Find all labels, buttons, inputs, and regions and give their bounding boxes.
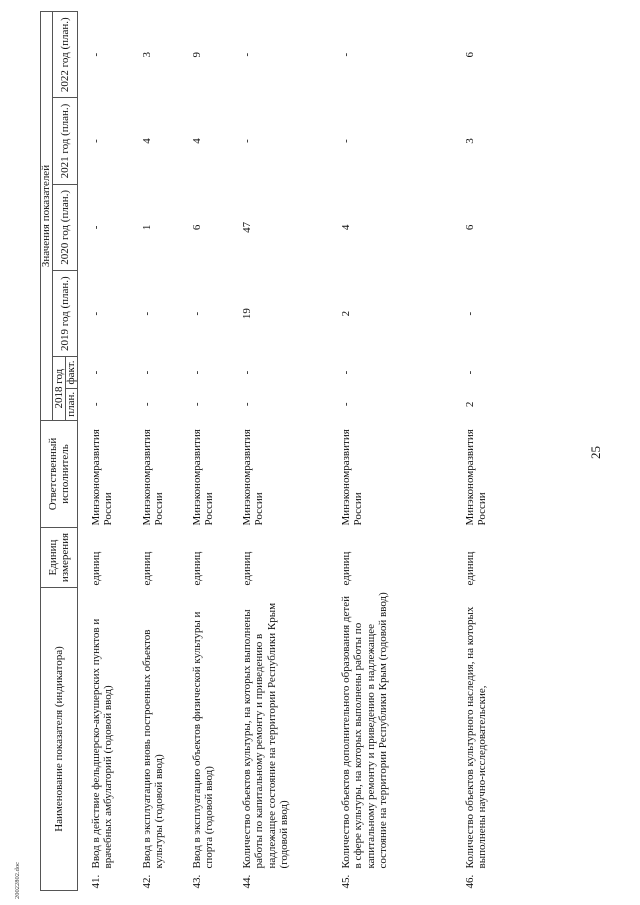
value-2021: - [90,139,102,143]
value-2022: 9 [191,51,203,58]
value-2019: - [90,311,102,316]
row-number: 42. [141,874,153,889]
value-2021: - [241,139,253,143]
row-number: 45. [340,874,352,889]
value-2018-fact: - [241,370,253,375]
row-number: 46. [464,874,476,889]
name-column-cell [340,588,464,891]
footer-filename: 20022802.doc [14,861,21,899]
header-year-2021: 2021 год (план.) [53,98,78,184]
header-year-2022: 2022 год (план.) [53,12,78,98]
header-2018-plan: план. [66,388,78,420]
page-number: 25 [588,446,603,459]
indicator-name: Количество объектов культурного наследия, на которых выполнены научно-исследовательские, [464,606,489,869]
value-2021: 3 [464,138,476,144]
header-2018-fact: факт. [66,357,78,388]
name-column-cell [141,588,191,891]
value-2018-plan: - [241,402,253,407]
value-2018-fact: - [90,370,102,375]
header-unit: Единиц измерения [41,528,78,588]
table-row [340,12,464,891]
value-2019: 19 [241,308,253,320]
unit-cell: единиц [464,551,476,586]
value-2019: 2 [340,310,352,317]
name-column-cell [464,588,508,891]
value-2018-plan: - [191,402,203,407]
value-2020: 6 [464,224,476,231]
value-2021: 4 [191,138,203,144]
value-2019: - [191,311,203,316]
value-2020: 47 [241,221,253,233]
unit-cell: единиц [241,551,253,586]
unit-cell: единиц [90,551,102,586]
header-name: Наименование показателя (индикатора) [41,588,78,891]
executor-cell: Минэкономразвития России [191,429,216,526]
value-2020: - [90,225,102,230]
name-column-cell [191,588,241,891]
value-2022: - [90,52,102,57]
value-2018-fact: - [340,370,352,375]
value-2018-plan: - [340,402,352,407]
row-number: 44. [241,874,253,889]
executor-cell: Минэкономразвития России [340,429,365,526]
row-number: 41. [90,874,102,889]
value-2022: - [241,52,253,57]
value-2018-fact: - [141,370,153,375]
table-row [241,12,340,891]
indicator-name: Ввод в действие фельдшерско-акушерских пунктов и врачебных амбулаторий (годовой ввод) [90,618,115,869]
value-2020: 6 [191,224,203,231]
unit-cell: единиц [141,551,153,586]
executor-cell: Минэкономразвития России [90,429,115,526]
indicator-name: Ввод в эксплуатацию вновь построенных объектов культуры (годовой ввод) [141,629,166,869]
value-2018-plan: 2 [464,401,476,408]
header-year-2019: 2019 год (план.) [53,271,78,357]
value-2018-fact: - [191,370,203,375]
indicators-table [40,11,508,891]
value-2018-plan: - [90,402,102,407]
executor-cell: Минэкономразвития России [141,429,166,526]
table-row [141,12,191,891]
header-executor: Ответственный исполнитель [41,421,78,528]
value-2018-fact: - [464,370,476,375]
value-2022: 6 [464,51,476,58]
value-2022: - [340,52,352,57]
value-2021: - [340,139,352,143]
value-2020: 1 [141,224,153,231]
header-year-2018: 2018 год [53,357,66,421]
value-2020: 4 [340,224,352,231]
value-2018-plan: - [141,402,153,407]
unit-cell: единиц [340,551,352,586]
header-values-group: Значения показателей [41,12,53,421]
value-2019: - [141,311,153,316]
table-header [41,12,78,891]
table-row [78,12,142,891]
executor-cell: Минэкономразвития России [241,429,266,526]
name-column-cell [78,588,142,891]
value-2021: 4 [141,138,153,144]
value-2022: 3 [141,51,153,58]
header-year-2020: 2020 год (план.) [53,184,78,270]
executor-cell: Минэкономразвития России [464,429,489,526]
indicator-name: Количество объектов дополнительного образования детей в сфере культуры, на которых выполнены работы по капитальному ремонту и приведению в надлежащее состояние на территории Республики Крым (годовой ввод) [340,592,390,869]
table-row [191,12,241,891]
unit-cell: единиц [191,551,203,586]
indicator-name: Ввод в эксплуатацию объектов физической культуры и спорта (годовой ввод) [191,611,216,869]
table-row [464,12,508,891]
indicator-name: Количество объектов культуры, на которых выполнены работы по капитальному ремонту и приведению в надлежащее состояние на территории Республики Крым (годовой ввод) [241,602,291,869]
name-column-cell [241,588,340,891]
value-2019: - [464,311,476,316]
row-number: 43. [191,874,203,889]
table-body [78,12,509,891]
